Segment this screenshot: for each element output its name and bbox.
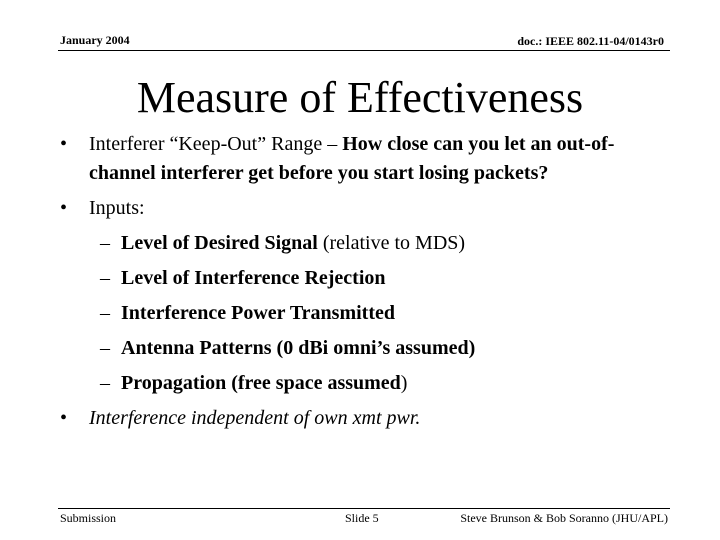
bullet-marker: • — [60, 197, 68, 219]
subitem-rest-text: (relative to MDS) — [317, 232, 466, 254]
subitem-bold-text: Interference Power Transmitted — [121, 302, 395, 324]
header-divider — [58, 50, 670, 51]
bullet-interference-independent — [60, 404, 670, 433]
dash-marker: – — [100, 372, 110, 394]
subitem-antenna-patterns — [60, 334, 670, 363]
bullet-keep-out-range — [60, 130, 670, 188]
dash-marker: – — [100, 337, 110, 359]
dash-marker: – — [100, 232, 110, 254]
subitem-bold-text: Level of Desired Signal — [121, 232, 318, 254]
bullet-marker: • — [60, 407, 68, 429]
subitem-bold-text: Level of Interference Rejection — [121, 267, 386, 289]
footer-submission: Submission — [60, 511, 117, 525]
bullet-italic-text: Interference independent of own xmt pwr. — [89, 407, 421, 429]
subitem-interference-rejection — [60, 264, 670, 293]
footer-divider — [58, 508, 670, 509]
dash-marker: – — [100, 267, 110, 289]
subitem-propagation — [60, 369, 670, 398]
bullet-text: Inputs: — [89, 197, 145, 219]
bullet-inputs — [60, 194, 670, 223]
subitem-rest-text: ) — [400, 372, 408, 394]
bullet-bold-text: How close can you let an out-of-channel interferer get before you start losing packets? — [89, 133, 615, 184]
footer-slide-number: Slide 5 — [345, 511, 379, 525]
subitem-desired-signal — [60, 229, 670, 258]
subitem-bold-text: Propagation (free space assumed — [121, 372, 401, 394]
footer-authors: Steve Brunson & Bob Soranno (JHU/APL) — [460, 511, 668, 525]
header-date: January 2004 — [60, 33, 130, 47]
bullet-marker: • — [60, 133, 68, 155]
slide-body — [60, 130, 670, 439]
slide-title: Measure of Effectiveness — [136, 73, 584, 122]
dash-marker: – — [100, 302, 110, 324]
bullet-lead-text: Interferer “Keep-Out” Range – — [89, 133, 343, 155]
subitem-interference-power — [60, 299, 670, 328]
header-doc-id: doc.: IEEE 802.11-04/0143r0 — [517, 34, 664, 48]
subitem-bold-text: Antenna Patterns (0 dBi omni’s assumed) — [121, 337, 476, 359]
